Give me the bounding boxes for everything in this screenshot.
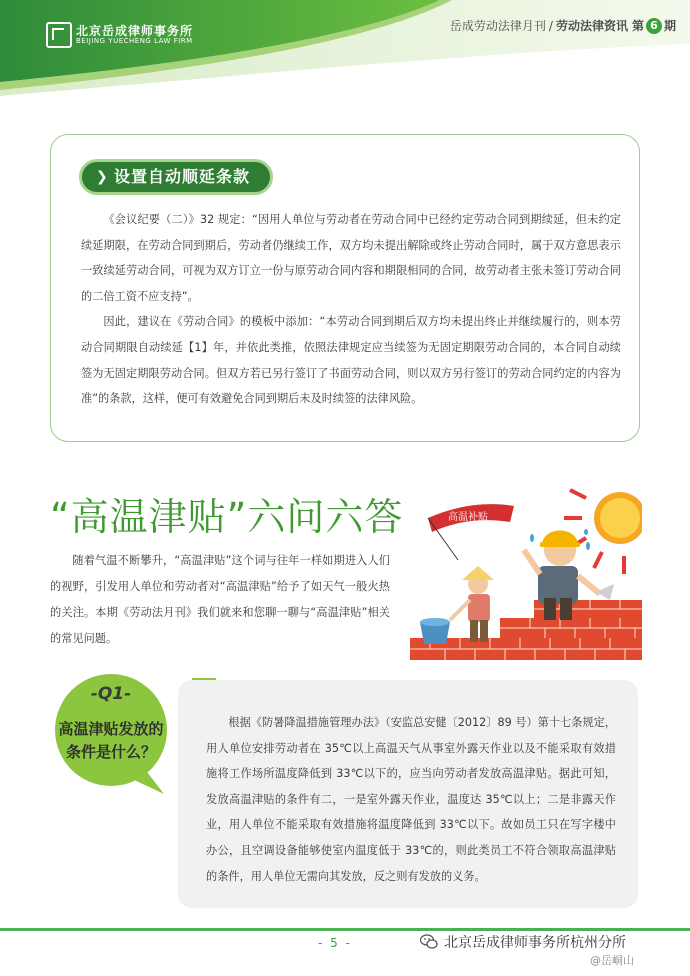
- chevron-right-icon: ❯: [96, 169, 109, 185]
- high-temp-allowance-title: “高温津贴”六问六答: [50, 495, 404, 539]
- intro-paragraph: 随着气温不断攀升，“高温津贴”这个词与往年一样如期进入人们的视野，引发用人单位和劳动者对“高温津贴”给予了如天气一般火热的关注。本期《劳动法月刊》我们就来和您聊一聊与“高温津贴”相关的常见问题。: [50, 554, 390, 645]
- wechat-account: [420, 932, 626, 952]
- publication-info: [450, 17, 676, 34]
- banner-text: 高温补贴: [448, 512, 488, 523]
- question-label: -Q1-: [90, 684, 132, 704]
- publication-name: 岳成劳动法律月刊: [449, 19, 546, 33]
- issue-prefix: 第: [631, 19, 644, 33]
- section-title-pill: [79, 159, 273, 195]
- section-body: [81, 207, 621, 412]
- water-bucket: [420, 618, 450, 644]
- page-number: - 5 -: [318, 936, 352, 950]
- section-title: 设置自动顺延条款: [114, 167, 251, 186]
- weibo-watermark: @岳峒山: [590, 954, 634, 967]
- answer-box: [178, 680, 638, 908]
- wechat-account-name: 北京岳成律师事务所杭州分所: [444, 935, 626, 951]
- allowance-banner: [428, 504, 514, 560]
- paragraph: 《会议纪要（二）》32 规定：“因用人单位与劳动者在劳动合同中已经约定劳动合同到期续延，但未约定续延期限，在劳动合同到期后，劳动者仍继续工作，双方均未提出解除或终止劳动合同时，属于双方意思表示一致续延劳动合同，可视为双方订立一份与原劳动合同内容和期限相同的合同，故劳动者主张未签订劳动合同的二倍工资不应支持”。: [81, 213, 621, 303]
- firm-logo: [46, 22, 193, 48]
- wechat-icon: [420, 934, 438, 950]
- workers-in-heat-illustration: [410, 488, 642, 660]
- issue-suffix: 期: [663, 19, 676, 33]
- issue-number-badge: 6: [646, 18, 662, 34]
- paragraph: 因此，建议在《劳动合同》的模板中添加：“本劳动合同到期后双方均未提出终止并继续履行的，则本劳动合同期限自动续延【1】年，并依此类推，依照法律规定应当续签为无固定期限劳动合同的，本合同自动续签为无固定期限劳动合同。但双方若已另行签订了书面劳动合同，则以双方另行签订的劳动合同约定的内容为准”的条款，这样，便可有效避免合同到期后未及时续签的法律风险。: [81, 315, 621, 406]
- worker-left: [450, 566, 494, 642]
- auto-renewal-section: [50, 134, 640, 442]
- column-name: 劳动法律资讯: [555, 19, 628, 33]
- footer-rule: [0, 928, 690, 931]
- logo-name-en: BEIJING YUECHENG LAW FIRM: [76, 36, 193, 45]
- logo-name-cn: 北京岳成律师事务所: [76, 23, 194, 38]
- sun-icon: [564, 490, 642, 574]
- question-bubble: [52, 670, 170, 796]
- firm-logo-icon: [46, 22, 72, 48]
- question-text: 高温津贴发放的条件是什么？: [58, 720, 164, 761]
- header-wave-graphic: [0, 0, 690, 100]
- separator: /: [548, 18, 553, 33]
- answer-text: 根据《防暑降温措施管理办法》（安监总安健〔2012〕89 号）第十七条规定，用人单位安排劳动者在 35℃以上高温天气从事室外露天作业以及不能采取有效措施将工作场所温度降低到 33℃以下的，应当向劳动者发放高温津贴。据此可知，发放高温津贴的条件有二，一是室外露天作业，温度达 35℃以上；二是非露天作业，用人单位不能采取有效措施将温度降低到 33℃以下。故如员工只在写字楼中办公，且空调设备能够使室内温度低于 33℃的，则此类员工不符合领取高温津贴的条件，用人单位无需向其发放，反之则有发放的义务。: [206, 716, 616, 883]
- page-header: [0, 0, 690, 100]
